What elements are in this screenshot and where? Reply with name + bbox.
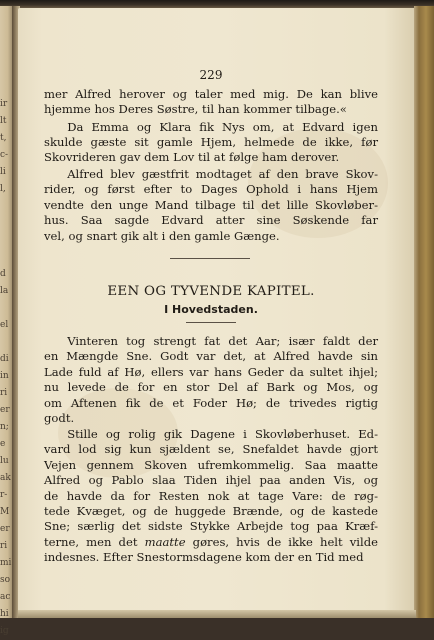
top-page-edge: [0, 0, 434, 8]
text-line: Sne; særlig det sidste Stykke Arbejde tog paa Kræf-: [44, 519, 378, 534]
text-line: godt.: [44, 410, 75, 425]
section-divider-rule: [170, 258, 250, 259]
text-line: terne, men det maatte gøres, hvis de ikke helt vilde: [44, 534, 378, 549]
chapter-divider-rule: [186, 322, 236, 323]
chapter-subtitle: I Hovedstaden.: [164, 303, 258, 316]
text-line: Skovrideren gav dem Lov til at følge ham derover.: [44, 150, 340, 165]
text-line: mer Alfred herover og taler med mig. De kan blive: [44, 87, 378, 101]
text-line: en Mængde Sne. Godt var det, at Alfred havde sin: [44, 349, 378, 364]
text-line: Alfred blev gæstfrit modtaget af den brave Skov-: [44, 167, 378, 181]
chapter-title: EEN OG TYVENDE KAPITEL.: [107, 284, 315, 299]
text-line: vendte den unge Mand tilbage til det lille Skovløber-: [44, 197, 378, 212]
bottom-page-edge: [18, 610, 416, 618]
text-line: nu levede de for en stor Del af Bark og Mos, og: [44, 380, 378, 395]
paragraph-top-3: [44, 167, 378, 244]
book-page: [18, 8, 416, 614]
text-line: Alfred og Pablo slaa Tiden ihjel paa anden Vis, og: [44, 473, 378, 488]
text-line: vel, og snart gik alt i den gamle Gænge.: [44, 228, 280, 243]
text-line: de havde da for Resten nok at tage Vare: de røg-: [44, 488, 378, 503]
left-page-text-fragments: ir lt t, c- li l, d la el di in ri er n; e lu ak r- M er ri mi so ac hi ig: [0, 99, 12, 636]
paragraph-top-1: [44, 87, 378, 118]
text-line: Vejen gennem Skoven ufremkommelig. Saa maatte: [44, 457, 378, 472]
page-number: 229: [199, 68, 223, 82]
text-line: hjemme hos Deres Søstre, til han kommer tilbage.«: [44, 102, 347, 117]
text-line: Stille og rolig gik Dagene i Skovløberhuset. Ed-: [44, 427, 378, 441]
text-line: skulde gæste sit gamle Hjem, helmede de ikke, før: [44, 134, 378, 149]
text-line: vard lod sig kun sjældent se, Snefaldet havde gjort: [44, 442, 378, 457]
text-line: om Aftenen fik de et Foder Hø; de trivedes rigtig: [44, 395, 378, 410]
text-line: rider, og først efter to Dages Ophold i hans Hjem: [44, 182, 378, 197]
paragraph-top-2: [44, 120, 378, 166]
paragraph-bottom-2: [44, 427, 378, 566]
text-line: hus. Saa sagde Edvard atter sine Søskende far: [44, 213, 378, 228]
text-line: Da Emma og Klara fik Nys om, at Edvard igen: [44, 119, 378, 134]
text-line: indesnes. Efter Snestormsdagene kom der en Tid med: [44, 550, 364, 565]
text-line: Vinteren tog strengt fat det Aar; især faldt der: [44, 334, 378, 348]
text-line: Lade fuld af Hø, ellers var hans Geder da sultet ihjel;: [44, 364, 378, 379]
right-page-edges: [414, 6, 434, 618]
paragraph-bottom-1: [44, 334, 378, 426]
text-line: tede Kvæget, og de huggede Brænde, og de kastede: [44, 503, 378, 518]
